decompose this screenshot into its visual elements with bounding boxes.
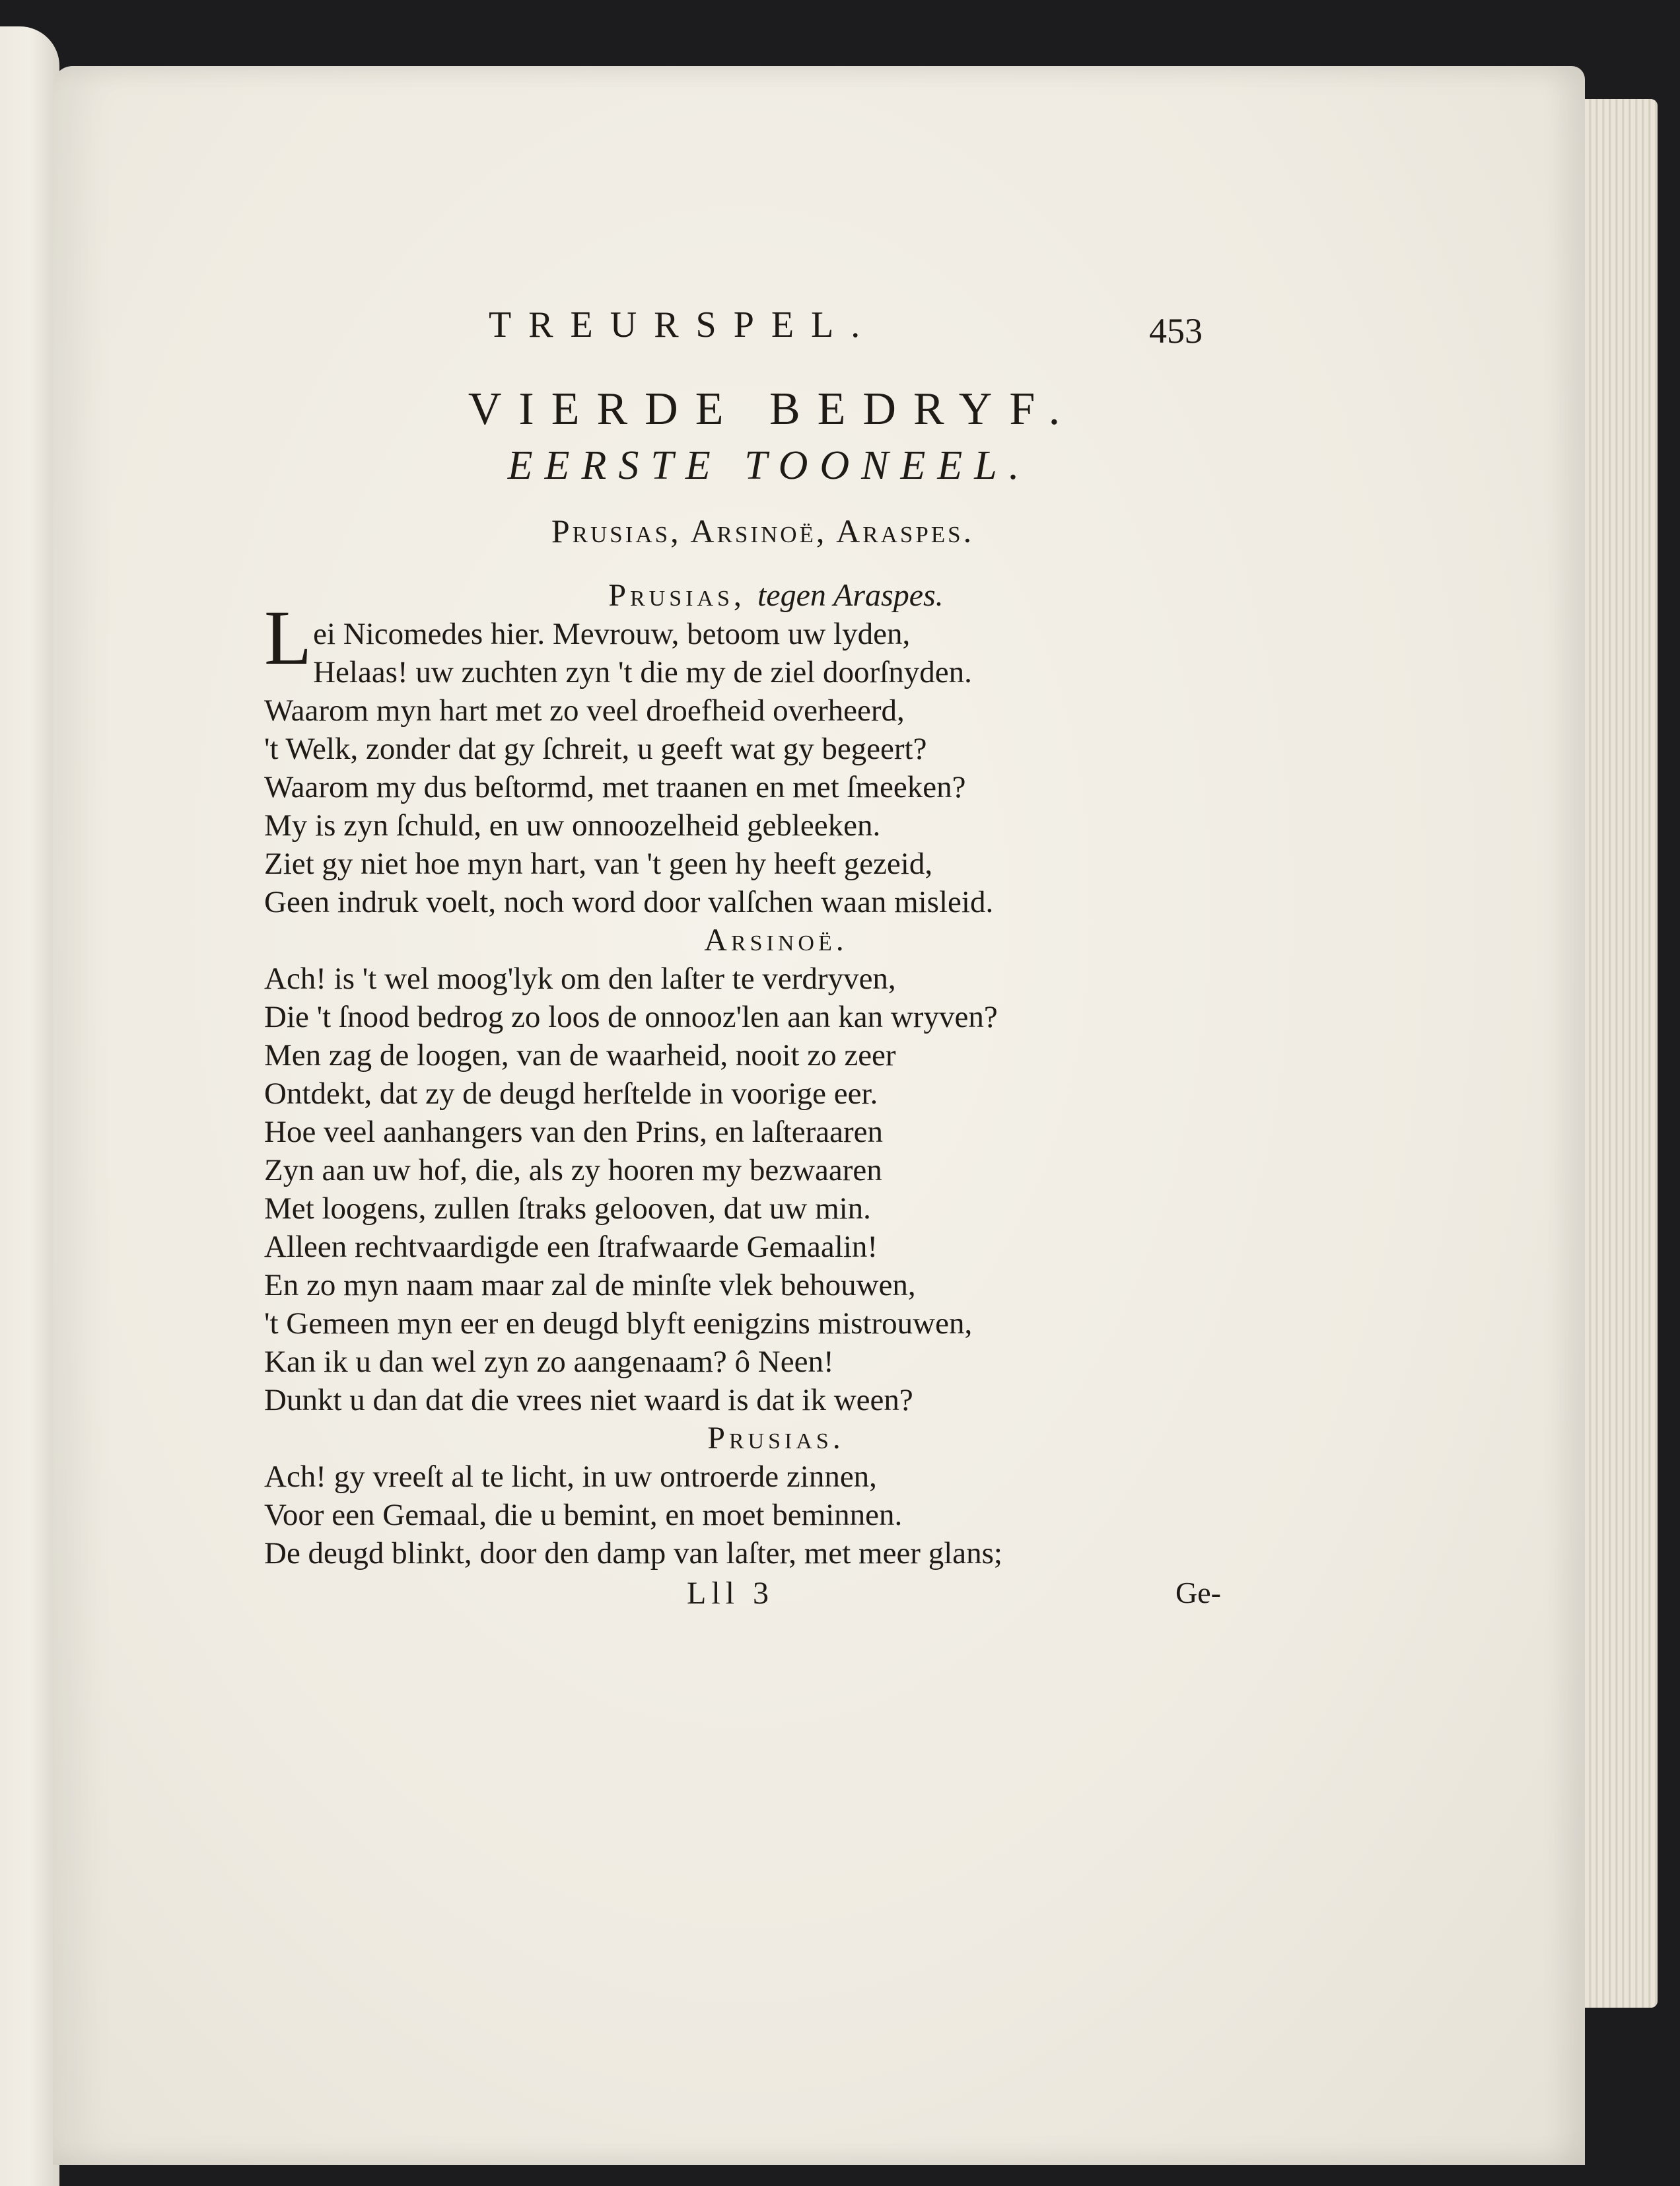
verse-line: Met loogens, zullen ſtraks gelooven, dat uw min. bbox=[264, 1191, 871, 1226]
verse-line: De deugd blinkt, door den damp van laſter, met meer glans; bbox=[264, 1536, 1002, 1570]
verse-line: 't Gemeen myn eer en deugd blyft eenigzins mistrouwen, bbox=[264, 1306, 973, 1341]
book-page bbox=[53, 66, 1585, 2165]
drop-cap: L bbox=[264, 594, 312, 681]
page-footer bbox=[264, 1575, 1242, 1621]
verse-line: En zo myn naam maar zal de minſte vlek behouwen, bbox=[264, 1268, 916, 1302]
speaker-name: Prusias. bbox=[707, 1421, 845, 1456]
verse-line: Hoe veel aanhangers van den Prins, en laſteraaren bbox=[264, 1115, 883, 1149]
verse-line: Waarom my dus beſtormd, met traanen en met ſmeeken? bbox=[264, 770, 966, 804]
verse-line: Zyn aan uw hof, die, als zy hooren my bezwaaren bbox=[264, 1153, 882, 1187]
verse-line: Kan ik u dan wel zyn zo aangenaam? ô Neen! bbox=[264, 1345, 834, 1379]
verse-line: 't Welk, zonder dat gy ſchreit, u geeft wat gy begeert? bbox=[264, 732, 927, 766]
verse-line: My is zyn ſchuld, en uw onnoozelheid gebleeken. bbox=[264, 808, 881, 843]
verse-line: Voor een Gemaal, die u bemint, en moet beminnen. bbox=[264, 1498, 903, 1532]
verse-line: Men zag de loogen, van de waarheid, nooit zo zeer bbox=[264, 1038, 896, 1073]
verse-line: Ontdekt, dat zy de deugd herſtelde in voorige eer. bbox=[264, 1076, 878, 1111]
verse-line: Die 't ſnood bedrog zo loos de onnooz'len aan kan wryven? bbox=[264, 1000, 998, 1034]
running-title: TREURSPEL. bbox=[489, 304, 878, 345]
speaker-heading bbox=[310, 1419, 1242, 1458]
verse-line: Waarom myn hart met zo veel droefheid overheerd, bbox=[264, 693, 905, 728]
running-head bbox=[264, 304, 1242, 363]
act-title: VIERDE BEDRYF. bbox=[468, 384, 1078, 435]
speaker-name: Arsinoë. bbox=[704, 923, 848, 958]
text-block bbox=[264, 304, 1242, 1621]
verse-line: Ach! is 't wel moog'lyk om den laſter te verdryven, bbox=[264, 962, 896, 996]
speaker-heading bbox=[310, 921, 1242, 960]
verse-line: Helaas! uw zuchten zyn 't die my de ziel doorſnyden. bbox=[313, 655, 972, 689]
stage-direction: tegen Araspes. bbox=[757, 578, 944, 613]
left-page-edge bbox=[0, 26, 59, 2186]
verse-line-text: ei Nicomedes hier. Mevrouw, betoom uw lyden, bbox=[313, 617, 911, 651]
verse-line: Alleen rechtvaardigde een ſtrafwaarde Gemaalin! bbox=[264, 1230, 878, 1264]
speaker-heading bbox=[310, 577, 1242, 615]
speaker-name: Prusias, bbox=[608, 578, 746, 613]
verse-line: Geen indruk voelt, noch word door valſchen waan misleid. bbox=[264, 885, 994, 919]
verse-line: Ziet gy niet hoe myn hart, van 't geen hy heeft gezeid, bbox=[264, 847, 933, 881]
speeches bbox=[264, 577, 1242, 1572]
signature-mark: Lll 3 bbox=[687, 1576, 774, 1611]
page-number: 453 bbox=[1149, 311, 1203, 351]
catchword: Ge- bbox=[1175, 1576, 1221, 1609]
scene-title: EERSTE TOONEEL. bbox=[507, 443, 1032, 488]
dramatis-personae: Prusias, Arsinoë, Araspes. bbox=[551, 512, 975, 549]
verse-line: Dunkt u dan dat die vrees niet waard is dat ik ween? bbox=[264, 1383, 913, 1417]
verse-line: Ach! gy vreeſt al te licht, in uw ontroerde zinnen, bbox=[264, 1460, 877, 1494]
